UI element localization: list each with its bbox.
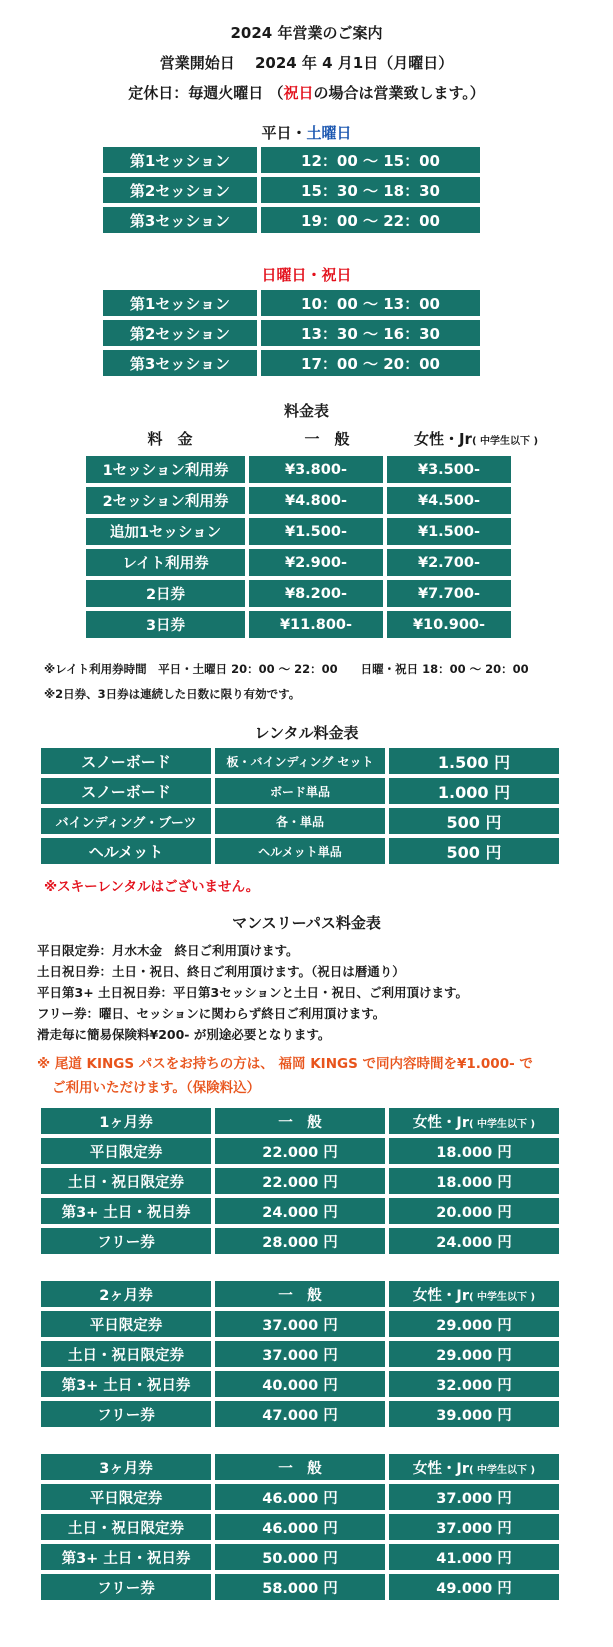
holiday-time: 10：00 ～ 13：00 [261, 290, 480, 316]
price-head-general: 一 般 [304, 430, 350, 448]
weekday-row [103, 177, 480, 203]
monthly-women: 20.000 円 [389, 1198, 559, 1224]
monthly-general: 37.000 円 [215, 1311, 385, 1337]
price-note-late: ※レイト利用券時間 平日・土曜日 20：00 ～ 22：00 日曜・祝日 18：00 ～ 20：00 [44, 662, 529, 676]
price-general: ¥1.500- [249, 518, 383, 545]
monthly-header-row [41, 1108, 559, 1134]
closed-day-a: 定休日：毎週火曜日 （ [128, 84, 284, 102]
price-women: ¥7.700- [387, 580, 511, 607]
price-name: レイト利用券 [86, 549, 245, 576]
monthly-general: 46.000 円 [215, 1514, 385, 1540]
monthly-women: 29.000 円 [389, 1311, 559, 1337]
holiday-session: 第1セッション [103, 290, 257, 316]
price-women: ¥4.500- [387, 487, 511, 514]
holiday-title: 日曜日・祝日 [261, 266, 352, 284]
rental-row [41, 778, 559, 804]
monthly-name: フリー券 [41, 1228, 211, 1254]
monthly-general: 47.000 円 [215, 1401, 385, 1427]
rental-row [41, 748, 559, 774]
monthly-women: 49.000 円 [389, 1574, 559, 1600]
rental-item: スノーボード [41, 778, 211, 804]
kings-note-line1: ※ 尾道 KINGS パスをお持ちの方は、 福岡 KINGS で同内容時間を¥1.000- で [37, 1056, 533, 1072]
monthly-general: 22.000 円 [215, 1138, 385, 1164]
monthly-line: 滑走毎に簡易保険料¥200- が別途必要となります。 [37, 1027, 331, 1042]
rental-price: 500 円 [389, 808, 559, 834]
rental-detail: ヘルメット単品 [215, 838, 385, 864]
weekday-time: 19：00 ～ 22：00 [261, 207, 480, 233]
holiday-session: 第3セッション [103, 350, 257, 376]
price-women: ¥1.500- [387, 518, 511, 545]
monthly-head-general: 一 般 [215, 1281, 385, 1307]
holiday-row [103, 350, 480, 376]
price-name: 2日券 [86, 580, 245, 607]
monthly-name: 平日限定券 [41, 1138, 211, 1164]
monthly-table [37, 1104, 563, 1258]
monthly-head-general: 一 般 [215, 1108, 385, 1134]
price-women: ¥10.900- [387, 611, 511, 638]
rental-row [41, 838, 559, 864]
weekday-schedule-table [99, 143, 484, 237]
monthly-head-women-label: 女性・Jr [412, 1114, 469, 1131]
monthly-name: 平日限定券 [41, 1484, 211, 1510]
monthly-general: 58.000 円 [215, 1574, 385, 1600]
price-title: 料金表 [283, 402, 329, 420]
holiday-row [103, 320, 480, 346]
price-row [86, 487, 511, 514]
price-women: ¥3.500- [387, 456, 511, 483]
rental-detail: 板・バインディング セット [215, 748, 385, 774]
price-general: ¥8.200- [249, 580, 383, 607]
rental-table [37, 744, 563, 868]
price-general: ¥4.800- [249, 487, 383, 514]
monthly-row [41, 1168, 559, 1194]
monthly-row [41, 1228, 559, 1254]
monthly-women: 37.000 円 [389, 1484, 559, 1510]
monthly-line: 平日限定券：月水木金 終日ご利用頂けます。 [37, 943, 299, 958]
monthly-head-women-label: 女性・Jr [412, 1460, 469, 1477]
monthly-women: 18.000 円 [389, 1138, 559, 1164]
monthly-row [41, 1341, 559, 1367]
monthly-women: 39.000 円 [389, 1401, 559, 1427]
rental-price: 500 円 [389, 838, 559, 864]
price-general: ¥3.800- [249, 456, 383, 483]
monthly-head-women-note: ( 中学生以下 ) [468, 1118, 536, 1130]
monthly-women: 24.000 円 [389, 1228, 559, 1254]
price-general: ¥11.800- [249, 611, 383, 638]
monthly-name: 土日・祝日限定券 [41, 1168, 211, 1194]
monthly-name: 土日・祝日限定券 [41, 1341, 211, 1367]
weekday-session: 第3セッション [103, 207, 257, 233]
price-row [86, 456, 511, 483]
monthly-general: 46.000 円 [215, 1484, 385, 1510]
kings-note-line2: ご利用いただけます。（保険料込） [52, 1080, 261, 1096]
rental-price: 1.000 円 [389, 778, 559, 804]
monthly-header-row [41, 1281, 559, 1307]
monthly-head-women-note: ( 中学生以下 ) [468, 1464, 536, 1476]
monthly-women: 41.000 円 [389, 1544, 559, 1570]
holiday-session: 第2セッション [103, 320, 257, 346]
monthly-name: 第3+ 土日・祝日券 [41, 1371, 211, 1397]
price-name: 追加1セッション [86, 518, 245, 545]
holiday-time: 13：30 ～ 16：30 [261, 320, 480, 346]
rental-item: ヘルメット [41, 838, 211, 864]
price-row [86, 580, 511, 607]
monthly-name: フリー券 [41, 1401, 211, 1427]
monthly-name: 第3+ 土日・祝日券 [41, 1198, 211, 1224]
price-table [82, 452, 515, 642]
monthly-row [41, 1401, 559, 1427]
rental-item: スノーボード [41, 748, 211, 774]
monthly-head-women-label: 女性・Jr [412, 1287, 469, 1304]
monthly-line: 平日第3+ 土日祝日券：平日第3セッションと土日・祝日、ご利用頂けます。 [37, 985, 468, 1000]
rental-detail: ボード単品 [215, 778, 385, 804]
price-head-women [396, 428, 556, 449]
monthly-head-women-note: ( 中学生以下 ) [468, 1291, 536, 1303]
monthly-table [37, 1277, 563, 1431]
price-head-women-note: ( 中学生以下 ) [471, 436, 539, 447]
weekday-title-a: 平日・ [261, 124, 307, 142]
price-row [86, 549, 511, 576]
price-head-women-label: 女性・Jr [413, 430, 472, 448]
price-name: 1セッション利用券 [86, 456, 245, 483]
price-general: ¥2.900- [249, 549, 383, 576]
monthly-general: 40.000 円 [215, 1371, 385, 1397]
monthly-head-general: 一 般 [215, 1454, 385, 1480]
rental-row [41, 808, 559, 834]
monthly-name: 第3+ 土日・祝日券 [41, 1544, 211, 1570]
weekday-title-saturday: 土曜日 [306, 124, 352, 142]
weekday-session: 第1セッション [103, 147, 257, 173]
monthly-row [41, 1138, 559, 1164]
monthly-women: 29.000 円 [389, 1341, 559, 1367]
weekday-session: 第2セッション [103, 177, 257, 203]
monthly-period: 3ヶ月券 [41, 1454, 211, 1480]
price-row [86, 518, 511, 545]
monthly-row [41, 1514, 559, 1540]
price-name: 2セッション利用券 [86, 487, 245, 514]
monthly-table [37, 1450, 563, 1604]
rental-note: ※スキーレンタルはございません。 [44, 879, 260, 895]
closed-day-holiday: 祝日 [283, 84, 314, 102]
opening-date: 営業開始日 2024 年 4 月1日（月曜日） [159, 54, 454, 72]
weekday-row [103, 207, 480, 233]
monthly-general: 50.000 円 [215, 1544, 385, 1570]
monthly-row [41, 1311, 559, 1337]
monthly-women: 32.000 円 [389, 1371, 559, 1397]
monthly-period: 1ヶ月券 [41, 1108, 211, 1134]
rental-item: バインディング・ブーツ [41, 808, 211, 834]
monthly-name: フリー券 [41, 1574, 211, 1600]
monthly-row [41, 1574, 559, 1600]
holiday-time: 17：00 ～ 20：00 [261, 350, 480, 376]
price-women: ¥2.700- [387, 549, 511, 576]
monthly-women: 18.000 円 [389, 1168, 559, 1194]
monthly-head-women [389, 1454, 559, 1480]
monthly-head-women [389, 1281, 559, 1307]
rental-detail: 各・単品 [215, 808, 385, 834]
closed-day-c: の場合は営業致します。） [313, 84, 485, 102]
monthly-line: フリー券：曜日、セッションに関わらず終日ご利用頂けます。 [37, 1006, 386, 1021]
price-name: 3日券 [86, 611, 245, 638]
monthly-period: 2ヶ月券 [41, 1281, 211, 1307]
holiday-schedule-table [99, 286, 484, 380]
price-row [86, 611, 511, 638]
monthly-general: 37.000 円 [215, 1341, 385, 1367]
price-note-days: ※2日券、3日券は連続した日数に限り有効です。 [44, 687, 301, 701]
monthly-line: 土日祝日券：土日・祝日、終日ご利用頂けます。（祝日は暦通り） [37, 964, 405, 979]
monthly-general: 24.000 円 [215, 1198, 385, 1224]
price-head-name: 料 金 [147, 430, 193, 448]
weekday-time: 12：00 ～ 15：00 [261, 147, 480, 173]
notice-title: 2024 年営業のご案内 [230, 24, 383, 42]
holiday-row [103, 290, 480, 316]
monthly-row [41, 1371, 559, 1397]
weekday-row [103, 147, 480, 173]
rental-price: 1.500 円 [389, 748, 559, 774]
monthly-name: 平日限定券 [41, 1311, 211, 1337]
monthly-women: 37.000 円 [389, 1514, 559, 1540]
closed-day [0, 82, 613, 103]
monthly-row [41, 1544, 559, 1570]
monthly-row [41, 1198, 559, 1224]
weekday-title [0, 122, 613, 143]
monthly-head-women [389, 1108, 559, 1134]
monthly-general: 28.000 円 [215, 1228, 385, 1254]
monthly-header-row [41, 1454, 559, 1480]
monthly-general: 22.000 円 [215, 1168, 385, 1194]
monthly-name: 土日・祝日限定券 [41, 1514, 211, 1540]
monthly-title: マンスリーパス料金表 [232, 914, 381, 932]
monthly-row [41, 1484, 559, 1510]
rental-title: レンタル料金表 [254, 724, 359, 742]
weekday-time: 15：30 ～ 18：30 [261, 177, 480, 203]
